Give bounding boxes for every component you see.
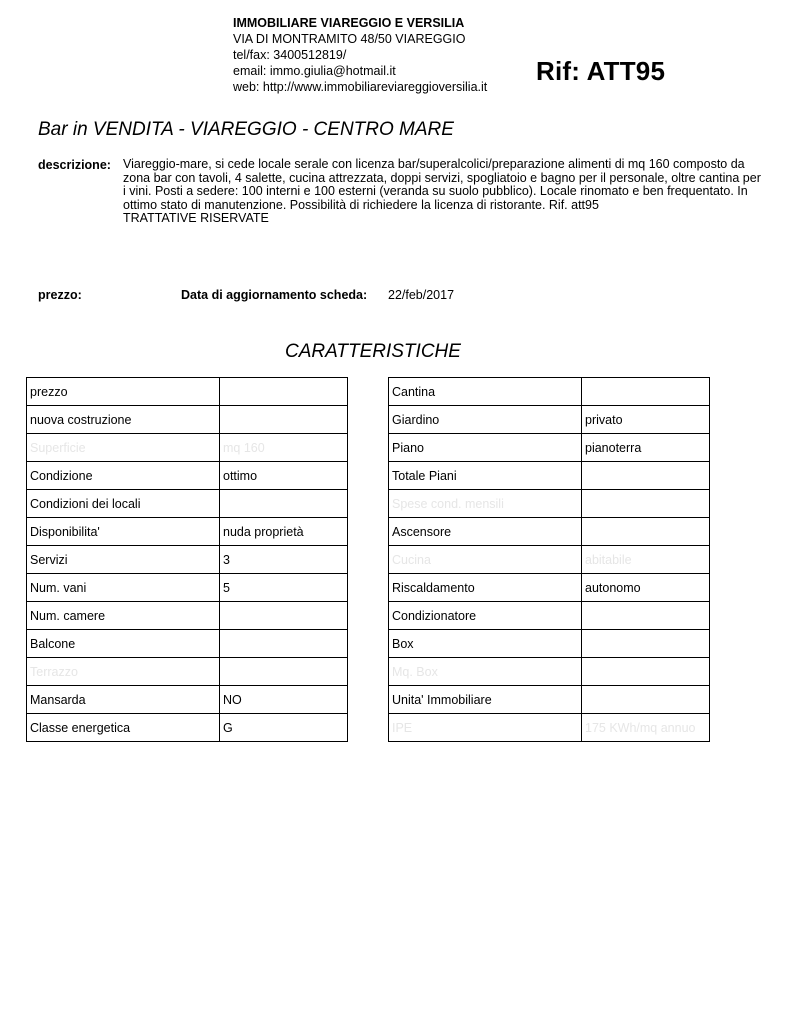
- feature-row: [27, 574, 348, 602]
- feature-row: [389, 490, 710, 518]
- feature-value: autonomo: [582, 574, 710, 602]
- description-label: descrizione:: [38, 158, 111, 172]
- feature-label: Ascensore: [389, 518, 582, 546]
- feature-label: Unita' Immobiliare: [389, 686, 582, 714]
- feature-label: Piano: [389, 434, 582, 462]
- feature-label: Condizionatore: [389, 602, 582, 630]
- feature-value: 3: [220, 546, 348, 574]
- feature-value: [220, 378, 348, 406]
- feature-label: Balcone: [27, 630, 220, 658]
- feature-row: [389, 630, 710, 658]
- feature-row: [27, 714, 348, 742]
- feature-label: Riscaldamento: [389, 574, 582, 602]
- feature-row: [389, 602, 710, 630]
- feature-label: Spese cond. mensili: [389, 490, 582, 518]
- description-note: TRATTATIVE RISERVATE: [123, 211, 269, 225]
- feature-value: [220, 630, 348, 658]
- feature-row: [389, 518, 710, 546]
- feature-row: [389, 714, 710, 742]
- feature-row: [389, 406, 710, 434]
- features-table-right: [388, 377, 710, 742]
- feature-value: [220, 490, 348, 518]
- feature-label: Superficie: [27, 434, 220, 462]
- feature-value: [582, 518, 710, 546]
- feature-label: nuova costruzione: [27, 406, 220, 434]
- feature-row: [389, 658, 710, 686]
- feature-value: [582, 658, 710, 686]
- feature-value: G: [220, 714, 348, 742]
- features-table-left: [26, 377, 348, 742]
- feature-label: Num. vani: [27, 574, 220, 602]
- feature-row: [389, 574, 710, 602]
- feature-label: Box: [389, 630, 582, 658]
- feature-row: [27, 490, 348, 518]
- feature-row: [27, 658, 348, 686]
- feature-row: [389, 546, 710, 574]
- feature-value: [220, 602, 348, 630]
- reference-code: Rif: ATT95: [536, 56, 666, 86]
- feature-label: IPE: [389, 714, 582, 742]
- section-title: CARATTERISTICHE: [285, 341, 461, 362]
- feature-value: nuda proprietà: [220, 518, 348, 546]
- feature-label: Condizioni dei locali: [27, 490, 220, 518]
- feature-row: [27, 602, 348, 630]
- feature-label: Condizione: [27, 462, 220, 490]
- feature-row: [389, 378, 710, 406]
- feature-row: [27, 546, 348, 574]
- feature-value: mq 160: [220, 434, 348, 462]
- feature-label: prezzo: [27, 378, 220, 406]
- description-text: Viareggio-mare, si cede locale serale con licenza bar/superalcolici/preparazione alimenti di mq 160 composto da zona bar con tavoli, 4 salette, cucina attrezzata, doppi servizi, spogliatoio e bagno per il personale, oltre cantina per i vini. Posti a sedere: 100 interni e 100 esterni (veranda su suolo pubblico). Locale rinomato e ben frequentato. In ottimo stato di manutenzione. Possibilità di richiedere la licenza di ristorante. Rif. att95: [123, 157, 761, 212]
- feature-label: Classe energetica: [27, 714, 220, 742]
- feature-row: [389, 434, 710, 462]
- feature-row: [27, 378, 348, 406]
- feature-value: abitabile: [582, 546, 710, 574]
- feature-label: Terrazzo: [27, 658, 220, 686]
- feature-row: [27, 630, 348, 658]
- update-date-value: 22/feb/2017: [388, 288, 455, 302]
- description-block: [123, 158, 763, 226]
- feature-label: Mansarda: [27, 686, 220, 714]
- feature-label: Mq. Box: [389, 658, 582, 686]
- feature-row: [389, 462, 710, 490]
- feature-value: ottimo: [220, 462, 348, 490]
- feature-value: [220, 658, 348, 686]
- feature-value: [220, 406, 348, 434]
- feature-row: [27, 434, 348, 462]
- agency-header: [233, 15, 487, 95]
- feature-row: [27, 462, 348, 490]
- agency-name: IMMOBILIARE VIAREGGIO E VERSILIA: [233, 16, 465, 30]
- price-label: prezzo:: [38, 288, 82, 302]
- feature-label: Num. camere: [27, 602, 220, 630]
- feature-label: Cantina: [389, 378, 582, 406]
- listing-title: Bar in VENDITA - VIAREGGIO - CENTRO MARE: [38, 119, 454, 140]
- feature-label: Giardino: [389, 406, 582, 434]
- feature-row: [27, 518, 348, 546]
- feature-row: [27, 406, 348, 434]
- feature-value: pianoterra: [582, 434, 710, 462]
- feature-value: 175 KWh/mq annuo: [582, 714, 710, 742]
- feature-label: Totale Piani: [389, 462, 582, 490]
- feature-value: [582, 602, 710, 630]
- feature-row: [389, 686, 710, 714]
- agency-email: email: immo.giulia@hotmail.it: [233, 64, 396, 78]
- feature-value: [582, 378, 710, 406]
- feature-value: [582, 490, 710, 518]
- feature-label: Servizi: [27, 546, 220, 574]
- feature-label: Cucina: [389, 546, 582, 574]
- feature-value: 5: [220, 574, 348, 602]
- feature-value: [582, 630, 710, 658]
- feature-value: NO: [220, 686, 348, 714]
- feature-row: [27, 686, 348, 714]
- agency-phone: tel/fax: 3400512819/: [233, 48, 347, 62]
- feature-value: [582, 686, 710, 714]
- feature-value: privato: [582, 406, 710, 434]
- feature-value: [582, 462, 710, 490]
- agency-web: web: http://www.immobiliareviareggioversilia.it: [233, 80, 488, 94]
- feature-label: Disponibilita': [27, 518, 220, 546]
- update-date-label: Data di aggiornamento scheda:: [181, 288, 368, 302]
- agency-address: VIA DI MONTRAMITO 48/50 VIAREGGIO: [233, 32, 466, 46]
